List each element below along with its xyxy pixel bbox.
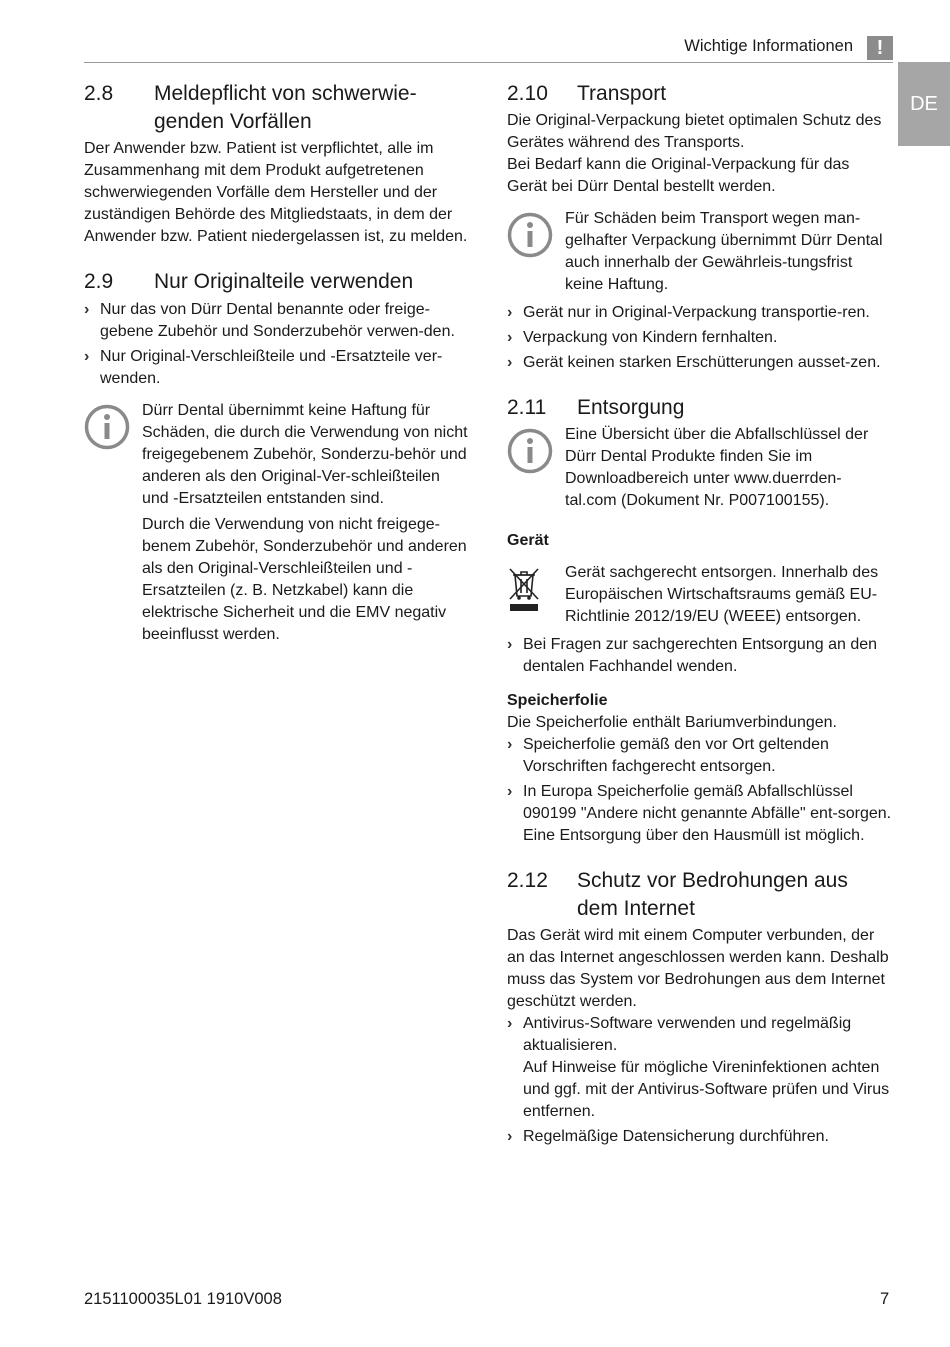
list-item: › Gerät keinen starken Erschütterungen ausset-zen. <box>507 352 893 374</box>
section-number: 2.10 <box>507 82 548 105</box>
bullet-list <box>507 734 893 847</box>
page-header <box>84 32 893 63</box>
info-note <box>84 400 470 646</box>
section-title: Meldepflicht von schwerwie- genden Vorfällen <box>154 82 417 133</box>
info-icon <box>507 208 565 296</box>
section-title: Nur Originalteile verwenden <box>154 270 414 293</box>
paragraph: Der Anwender bzw. Patient ist verpflichtet, alle im Zusammenhang mit dem Produkt aufgetretenen schwerwiegenden Vorfälle dem Hersteller und der zuständigen Behörde des Mitgliedstaats, in dem der Anwender bzw. Patient niedergelassen ist, zu melden. <box>84 140 468 245</box>
section-2-11 <box>507 394 893 847</box>
list-item: › In Europa Speicherfolie gemäß Abfallschlüssel 090199 "Andere nicht genannte Abfälle" ent-sorgen. Eine Entsorgung über den Hausmüll ist möglich. <box>507 781 893 847</box>
paragraph: Die Original-Verpackung bietet optimalen Schutz des Gerätes während des Transports. <box>507 112 882 151</box>
note-text: Dürr Dental übernimmt keine Haftung für Schäden, die durch die Verwendung von nicht freigegebenem Zubehör, Sonderzu-behör und anderen als den Original-Ver-schleißteilen und -Ersatzteilen entstanden sind. <box>142 402 468 507</box>
list-item: › Gerät nur in Original-Verpackung transportie-ren. <box>507 302 893 324</box>
bullet-list <box>507 634 893 678</box>
right-column <box>507 80 893 1148</box>
section-number: 2.12 <box>507 869 548 892</box>
paragraph: Das Gerät wird mit einem Computer verbunden, der an das Internet angeschlossen werden kann. Deshalb muss das System vor Bedrohungen aus dem Internet geschützt werden. <box>507 927 889 1010</box>
section-2-10 <box>507 80 893 374</box>
section-title: Entsorgung <box>577 396 685 419</box>
section-2-8 <box>84 80 470 248</box>
info-note <box>507 424 893 512</box>
weee-note <box>507 562 893 628</box>
page-number: 7 <box>880 1290 890 1308</box>
subheading-geraet: Gerät <box>507 532 549 549</box>
exclamation-icon: ! <box>867 36 893 60</box>
section-title: Schutz vor Bedrohungen aus dem Internet <box>577 869 848 920</box>
note-text: Durch die Verwendung von nicht freigege-benem Zubehör, Sonderzubehör und anderen als den Original-Verschleißteilen und -Ersatzteilen (z. B. Netzkabel) kann die elektrische Sicherheit und die EMV negativ beeinflusst werden. <box>142 516 467 643</box>
section-2-12 <box>507 867 893 1148</box>
list-item: › Speicherfolie gemäß den vor Ort geltenden Vorschriften fachgerecht entsorgen. <box>507 734 893 778</box>
bullet-list <box>84 299 470 390</box>
section-number: 2.8 <box>84 82 114 105</box>
list-item <box>507 1013 893 1123</box>
note-text: Eine Übersicht über die Abfallschlüssel der Dürr Dental Produkte finden Sie im Downloadbereich unter www.duerrden-tal.com (Dokument Nr. P007100155). <box>565 426 869 509</box>
list-item: › Nur das von Dürr Dental benannte oder freige-gebene Zubehör und Sonderzubehör verwen-den. <box>84 299 470 343</box>
section-heading <box>84 268 470 296</box>
subheading-speicherfolie: Speicherfolie <box>507 692 608 709</box>
header-title: Wichtige Informationen <box>684 37 853 55</box>
document-code: 2151100035L01 1910V008 <box>84 1290 282 1308</box>
note-body <box>565 208 893 296</box>
section-heading <box>507 80 893 108</box>
bullet-list <box>507 1013 893 1148</box>
left-column <box>84 80 470 646</box>
paragraph: Die Speicherfolie enthält Bariumverbindungen. <box>507 714 837 731</box>
note-body <box>142 400 470 646</box>
list-item: › Nur Original-Verschleißteile und -Ersatzteile ver-wenden. <box>84 346 470 390</box>
note-body <box>565 424 893 512</box>
section-2-9 <box>84 268 470 646</box>
info-icon <box>84 400 142 646</box>
list-item: › Bei Fragen zur sachgerechten Entsorgung an den dentalen Fachhandel wenden. <box>507 634 893 678</box>
section-heading <box>507 867 893 923</box>
section-number: 2.9 <box>84 270 114 293</box>
section-heading <box>507 394 893 422</box>
paragraph: Bei Bedarf kann die Original-Verpackung für das Gerät bei Dürr Dental bestellt werden. <box>507 156 850 195</box>
section-heading <box>84 80 470 136</box>
list-item-extra: Auf Hinweise für mögliche Vireninfektionen achten und ggf. mit der Antivirus-Software prüfen und Virus entfernen. <box>523 1059 890 1120</box>
section-title: Transport <box>577 82 667 105</box>
info-note <box>507 208 893 296</box>
list-item: › Regelmäßige Datensicherung durchführen. <box>507 1126 893 1148</box>
note-text: Für Schäden beim Transport wegen man-gelhafter Verpackung übernimmt Dürr Dental auch innerhalb der Gewährleis-tungsfrist keine Haftung. <box>565 210 883 293</box>
section-number: 2.11 <box>507 396 547 419</box>
note-body <box>565 562 893 628</box>
crossed-bin-icon <box>507 562 565 628</box>
note-text: Gerät sachgerecht entsorgen. Innerhalb des Europäischen Wirtschaftsraums gemäß EU-Richtlinie 2012/19/EU (WEEE) entsorgen. <box>565 564 879 625</box>
language-tab: DE <box>898 62 950 146</box>
list-item: › Verpackung von Kindern fernhalten. <box>507 327 893 349</box>
bullet-list <box>507 302 893 374</box>
info-icon <box>507 424 565 512</box>
list-item-text: Antivirus-Software verwenden und regelmäßig aktualisieren. <box>523 1015 852 1054</box>
